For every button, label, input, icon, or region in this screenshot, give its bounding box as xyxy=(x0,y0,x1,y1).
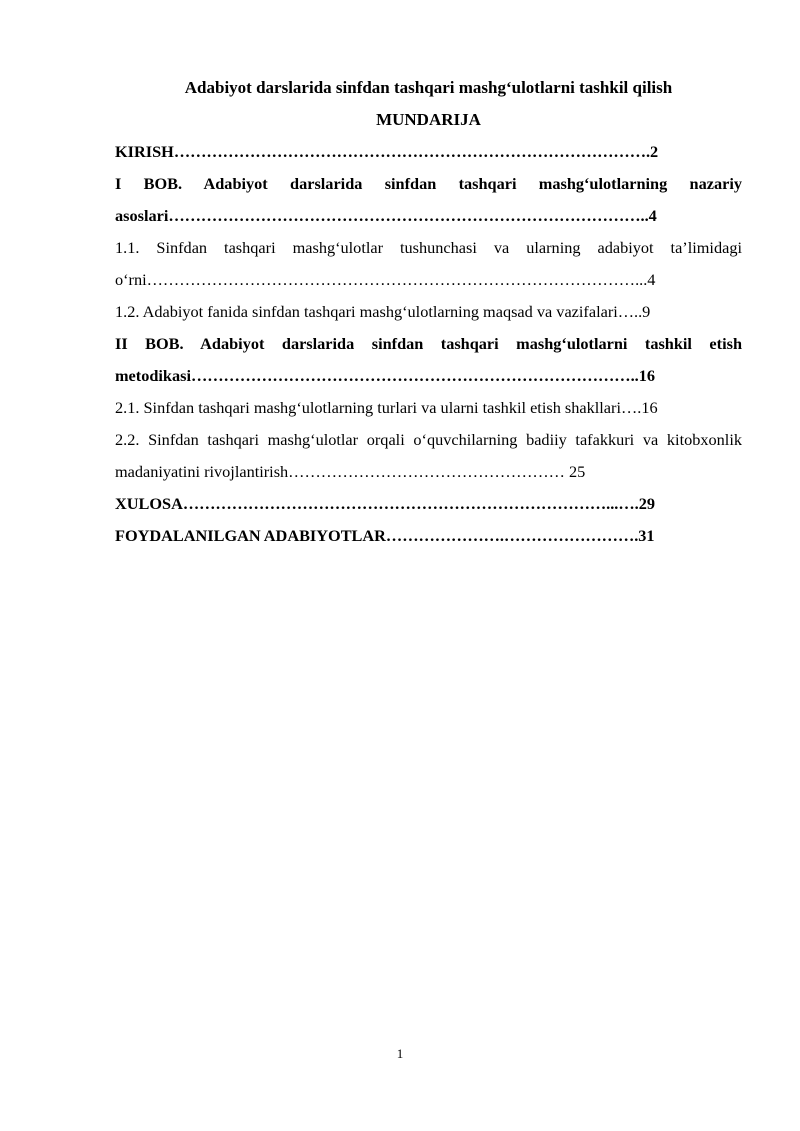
toc-entry-chapter-2: II BOB. Adabiyot darslarida sinfdan tashqari mashg‘ulotlarni tashkil etish metodikasi………………………………………………………………………..16 xyxy=(115,334,742,385)
toc-entry-section-2-2: 2.2. Sinfdan tashqari mashg‘ulotlar orqali o‘quvchilarning badiiy tafakkuri va kitobxonlik madaniyatini rivojlantirish…………………………………………… 25 xyxy=(115,430,742,481)
toc-entry-xulosa: XULOSA……………………………………………………………………...….29 xyxy=(115,494,656,513)
toc-entry-section-1-1: 1.1. Sinfdan tashqari mashg‘ulotlar tushunchasi va ularning adabiyot ta’limidagi o‘rni………………………………………………………………………………...4 xyxy=(115,238,742,289)
toc-entry-chapter-1: I BOB. Adabiyot darslarida sinfdan tashqari mashg‘ulotlarning nazariy asoslari……………………………………………………………………………..4 xyxy=(115,174,742,225)
document-title: Adabiyot darslarida sinfdan tashqari mashg‘ulotlarni tashkil qilish xyxy=(184,78,673,97)
page-content xyxy=(115,72,742,552)
toc-entry-kirish: KIRISH…………………………………………………………………………….2 xyxy=(115,142,659,161)
page-number: 1 xyxy=(396,1046,404,1061)
toc-entry-section-2-1: 2.1. Sinfdan tashqari mashg‘ulotlarning turlari va ularni tashkil etish shakllari….16 xyxy=(115,398,658,417)
toc-entry-references: FOYDALANILGAN ADABIYOTLAR………………….…………………….31 xyxy=(115,526,655,545)
toc-heading: MUNDARIJA xyxy=(376,110,481,129)
toc-entry-section-1-2: 1.2. Adabiyot fanida sinfdan tashqari mashg‘ulotlarning maqsad va vazifalari…..9 xyxy=(115,302,651,321)
